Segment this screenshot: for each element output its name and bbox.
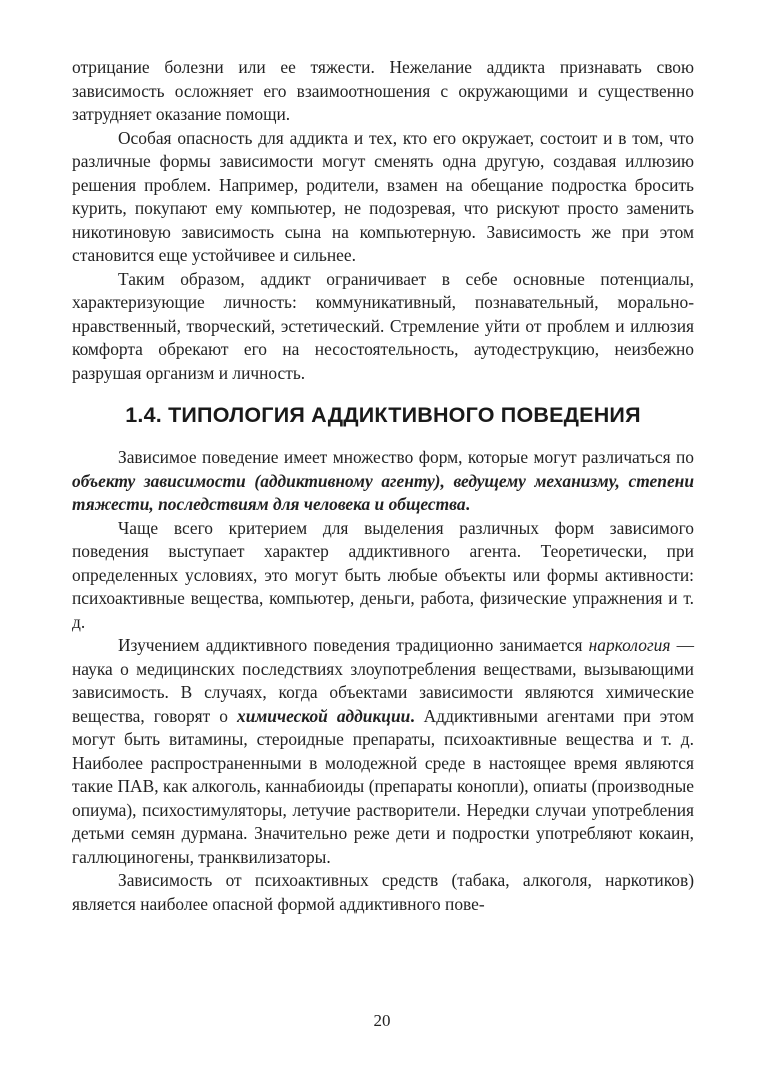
paragraph-1: отрицание болезни или ее тяжести. Нежелание аддикта признавать свою зависимость осложняет его взаимоотношения с окружающими и существенно затрудняет оказание помощи. (72, 57, 694, 124)
paragraph-4 (72, 446, 694, 517)
page-number: 20 (373, 1011, 391, 1030)
paragraph-4-emphasis: объекту зависимости (аддиктивному агенту), ведущему механизму, степени тяжести, последствиям для человека и общества (72, 470, 694, 514)
paragraph-3: Таким образом, аддикт ограничивает в себе основные потенциалы, характеризующие личность: коммуникативный, познавательный, морально-нравственный, творческий, эстетический. Стремление уйти от проблем и иллюзия комфорта обрекают его на несостоятельность, аутодеструкцию, неизбежно разрушая организм и личность. (72, 268, 694, 383)
paragraph-4-text: Зависимое поведение имеет множество форм, которые могут различаться по (118, 447, 694, 467)
paragraph-4-end: . (465, 494, 470, 514)
paragraph-6-dot: . (410, 705, 415, 726)
paragraph-6-start: Изучением аддиктивного поведения традиционно занимается (118, 635, 589, 655)
paragraph-6-end: Аддиктивными агентами при этом могут быть витамины, стероидные препараты, психоактивные вещества и т. д. Наиболее распространенными в молодежной среде в настоящее время являются такие ПАВ, как алкоголь, каннабиоиды (препараты конопли), опиаты (производные опиума), психостимуляторы, летучие растворители. Нередки случаи употребления детьми семян дурмана. Значительно реже дети и подростки употребляют кокаин, галлюциногены, транквилизаторы. (72, 705, 694, 867)
paragraph-6 (72, 634, 694, 869)
page-body (72, 56, 694, 916)
paragraph-5: Чаще всего критерием для выделения различных форм зависимого поведения выступает характер аддиктивного агента. Теоретически, при определенных условиях, это могут быть любые объекты или формы активности: психоактивные вещества, компьютер, деньги, работа, физические упражнения и т. д. (72, 517, 694, 632)
paragraph-2: Особая опасность для аддикта и тех, кто его окружает, состоит и в том, что различные формы зависимости могут сменять одна другую, создавая иллюзию решения проблем. Например, родители, взамен на обещание подростка бросить курить, покупают ему компьютер, не подозревая, что рискуют просто заменить никотиновую зависимость сына на компьютерную. Зависимость же при этом становится еще устойчивее и сильнее. (72, 127, 694, 265)
term-chemical-addiction: химической аддикции (237, 705, 411, 726)
section-heading: 1.4. ТИПОЛОГИЯ АДДИКТИВНОГО ПОВЕДЕНИЯ (125, 403, 641, 427)
paragraph-7: Зависимость от психоактивных средств (табака, алкоголя, наркотиков) является наиболее опасной формой аддиктивного пове- (72, 870, 694, 914)
paragraph-6-mid: — наука о медицинских последствиях злоупотребления веществами, вызывающими зависимость. В случаях, когда объектами зависимости являются химические вещества, говорят о (72, 635, 694, 726)
term-narcology: наркология (588, 635, 671, 655)
